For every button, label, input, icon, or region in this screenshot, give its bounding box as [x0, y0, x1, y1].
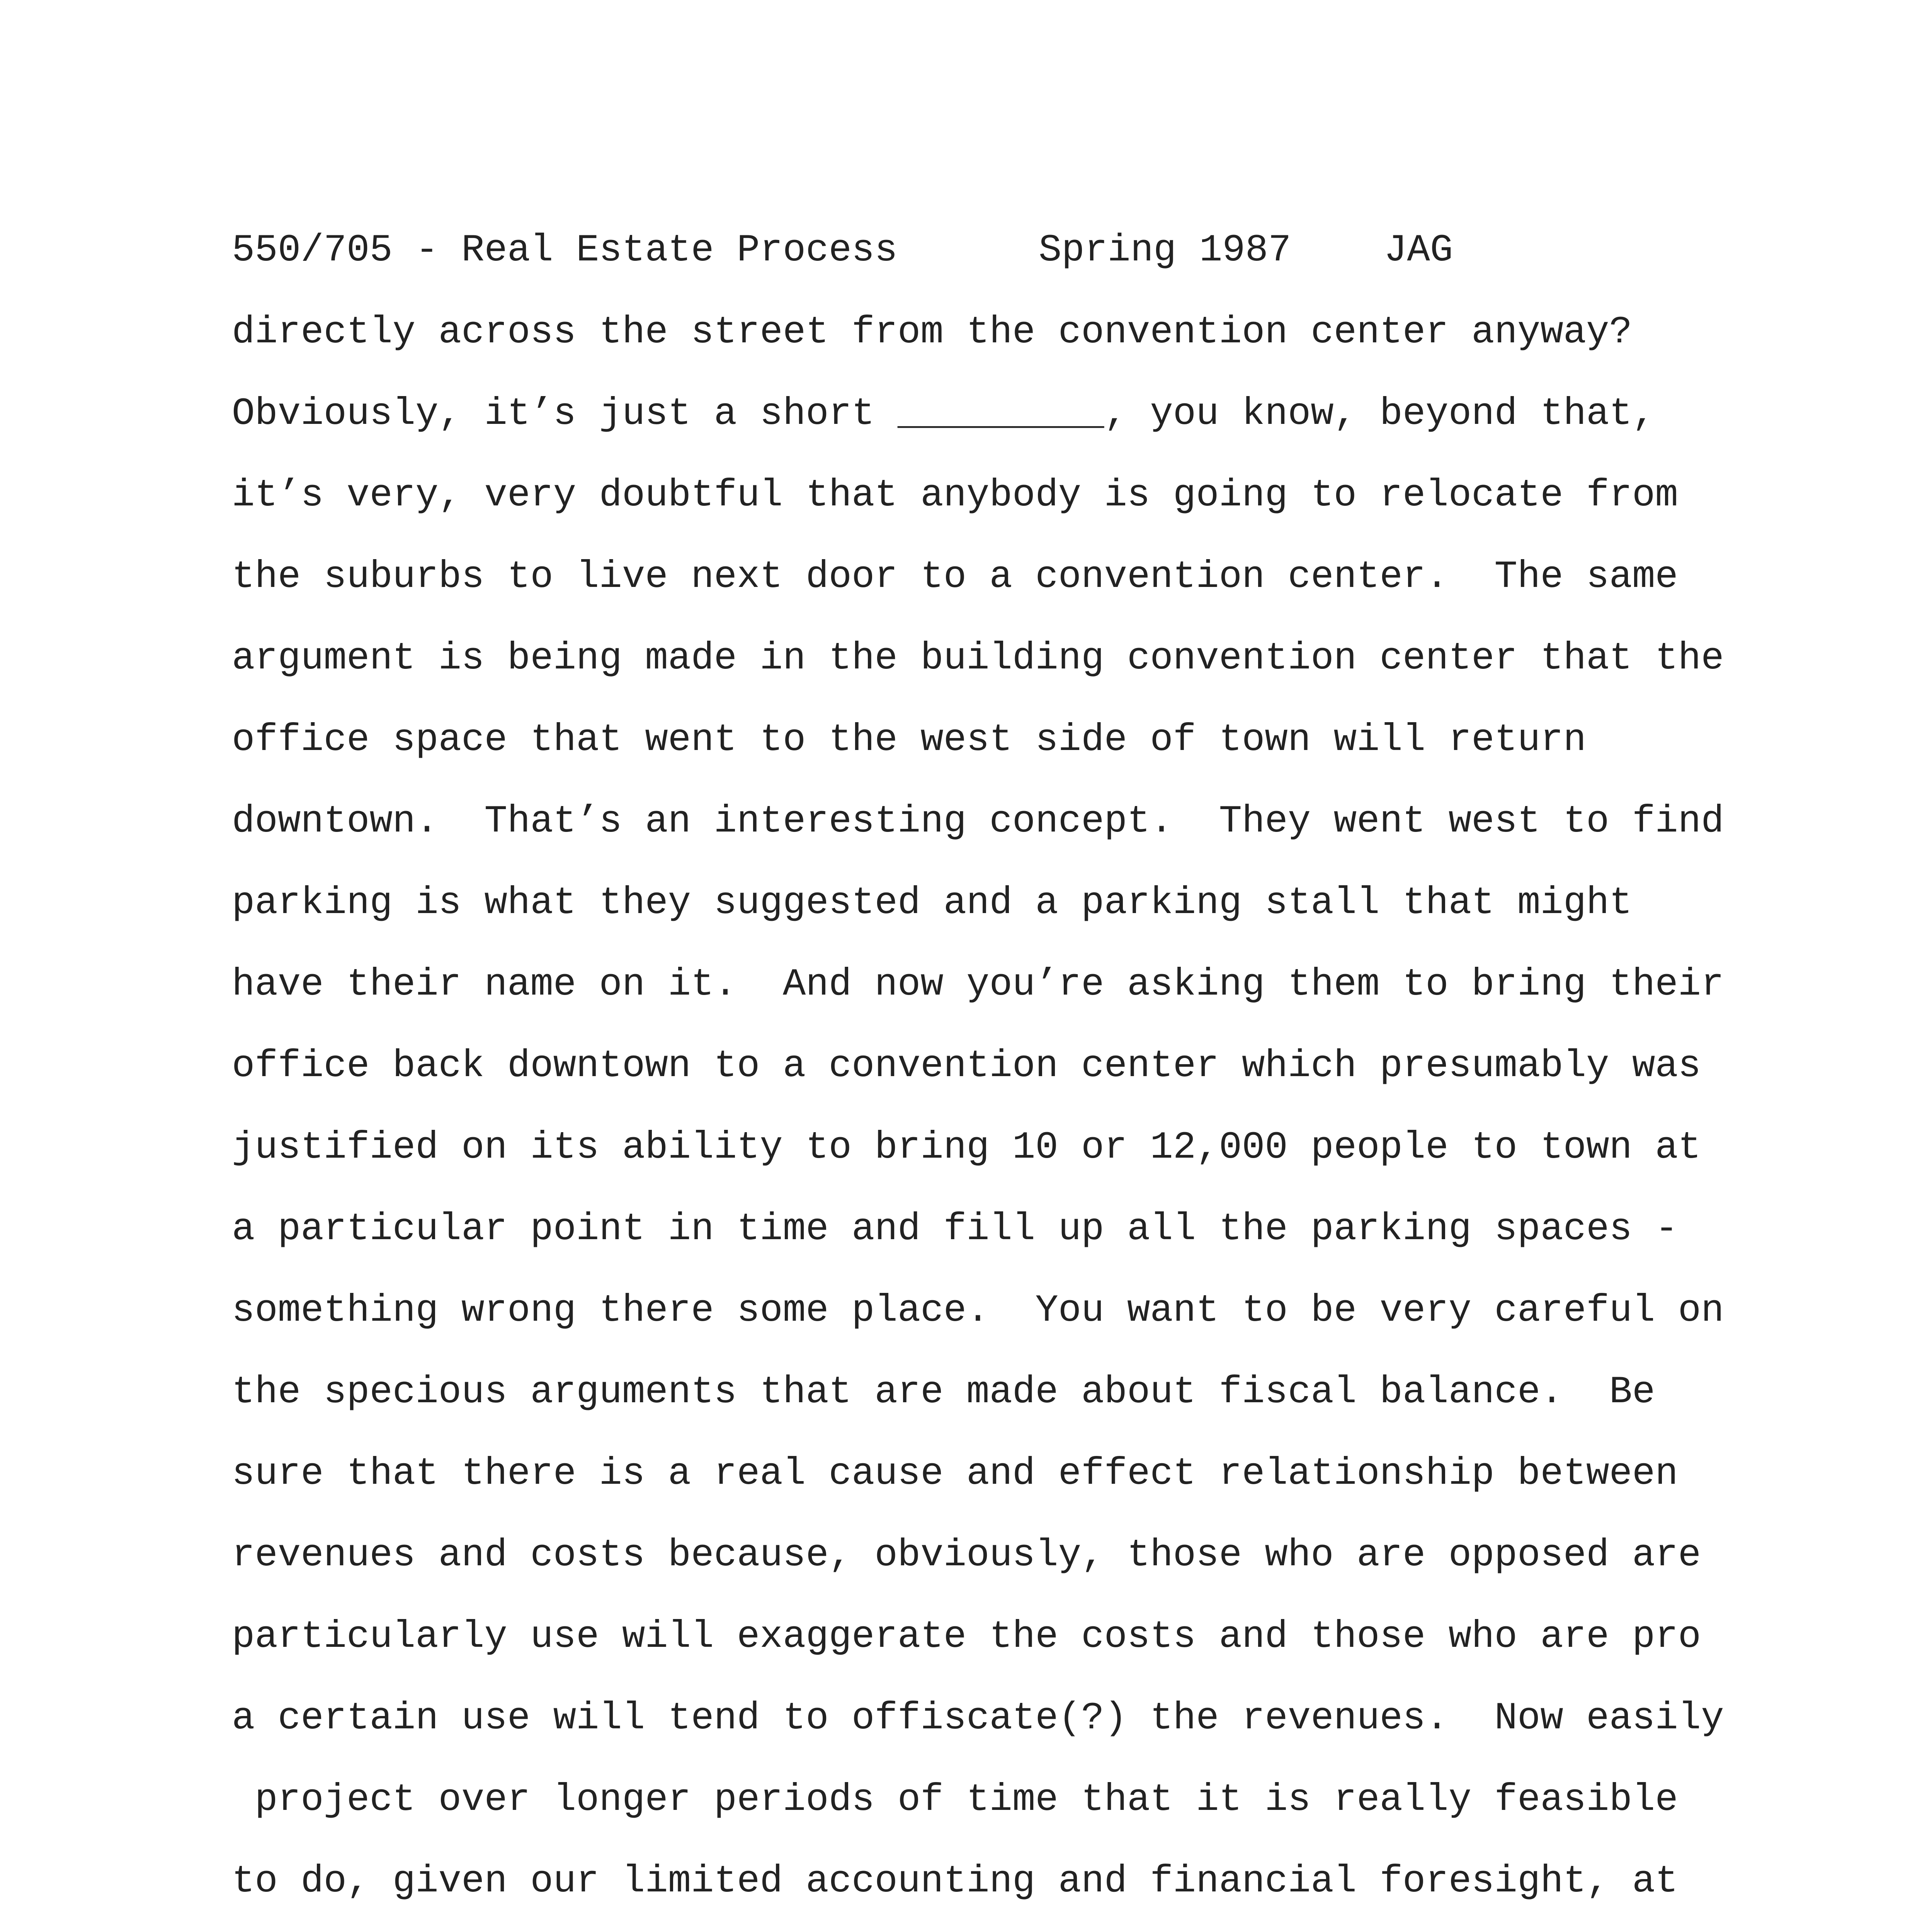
header-initials: JAG: [1384, 229, 1453, 272]
body-line: Obviously, it’s just a short _________, you know, beyond that,: [232, 392, 1655, 435]
body-line: office space that went to the west side of town will return: [232, 718, 1587, 762]
body-line: project over longer periods of time that it is really feasible: [232, 1778, 1678, 1821]
body-line: argument is being made in the building convention center that the: [232, 637, 1724, 680]
body-line: a certain use will tend to offiscate(?) the revenues. Now easily: [232, 1697, 1724, 1740]
body-line: justified on its ability to bring 10 or 12,000 people to town at: [232, 1126, 1701, 1169]
body-line: it’s very, very doubtful that anybody is going to relocate from: [232, 474, 1678, 517]
body-line: have their name on it. And now you’re asking them to bring their: [232, 963, 1724, 1006]
body-line: parking is what they suggested and a parking stall that might: [232, 881, 1632, 925]
body-line: revenues and costs because, obviously, those who are opposed are: [232, 1534, 1701, 1577]
body-line: sure that there is a real cause and effect relationship between: [232, 1452, 1678, 1495]
body-line: the specious arguments that are made about fiscal balance. Be: [232, 1371, 1655, 1414]
header-course: 550/705 - Real Estate Process: [232, 229, 898, 272]
body-line: the suburbs to live next door to a convention center. The same: [232, 555, 1678, 599]
body-line: downtown. That’s an interesting concept. They went west to find: [232, 800, 1724, 843]
body-line: office back downtown to a convention center which presumably was: [232, 1044, 1701, 1088]
body-line: directly across the street from the convention center anyway?: [232, 311, 1632, 354]
header-term: Spring 1987: [1039, 229, 1291, 272]
body-line: particularly use will exaggerate the costs and those who are pro: [232, 1615, 1701, 1658]
body-line: to do, given our limited accounting and financial foresight, at: [232, 1860, 1678, 1903]
body-line: a particular point in time and fill up all the parking spaces -: [232, 1208, 1678, 1251]
body-line: something wrong there some place. You want to be very careful on: [232, 1289, 1724, 1332]
